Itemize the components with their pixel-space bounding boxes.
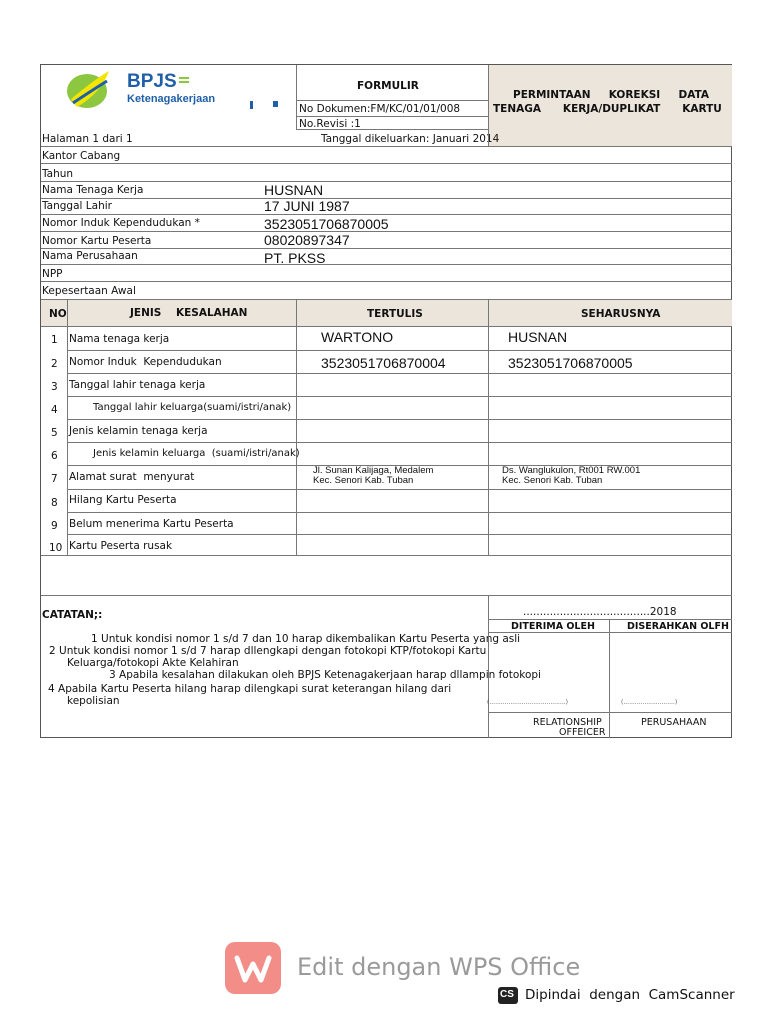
- col-header-no: NO: [49, 308, 67, 320]
- correction-form: [40, 64, 732, 738]
- row-no: 8: [51, 497, 58, 509]
- note-item: 1 Untuk kondisi nomor 1 s/d 7 dan 10 harap dikembalikan Kartu Peserta yang asli: [91, 633, 521, 645]
- row-jenis: Tanggal lahir tenaga kerja: [69, 379, 206, 391]
- col-header-tertulis: TERTULIS: [367, 308, 423, 320]
- signature-date: ......................................2018: [523, 606, 677, 618]
- field-label-tahun: Tahun: [42, 168, 74, 180]
- bpjs-logo: [65, 69, 265, 113]
- row-jenis: Nomor Induk Kependudukan: [69, 356, 222, 368]
- field-label-kantor: Kantor Cabang: [42, 150, 121, 162]
- row-tertulis: WARTONO: [321, 329, 394, 345]
- row-no: 2: [51, 358, 58, 370]
- note-item: 3 Apabila kesalahan dilakukan oleh BPJS Ketenagakerjaan harap dllampin fotokopi: [109, 669, 541, 681]
- row-no: 4: [51, 404, 58, 416]
- note-item: 4 Apabila Kartu Peserta hilang harap dilengkapi surat keterangan hilang dari: [48, 683, 452, 695]
- field-value-tgl-lahir: 17 JUNI 1987: [264, 198, 350, 214]
- col-header-seharusnya: SEHARUSNYA: [581, 308, 661, 320]
- wps-w-icon: [225, 942, 281, 994]
- field-label-kepesertaan: Kepesertaan Awal: [42, 285, 136, 297]
- row-seharusnya-line1: Ds. Wanglukulon, Rt001 RW.001: [502, 465, 641, 476]
- row-jenis: Alamat surat menyurat: [69, 471, 195, 483]
- row-tertulis-line1: Jl. Sunan Kalijaga, Medalem: [313, 465, 434, 476]
- row-tertulis: 3523051706870004: [321, 355, 446, 371]
- camscanner-badge-text: CS: [500, 989, 514, 1000]
- row-tertulis-line2: Kec. Senori Kab. Tuban: [313, 475, 414, 486]
- row-no: 1: [51, 334, 58, 346]
- row-no: 7: [51, 473, 58, 485]
- field-label-nik: Nomor Induk Kependudukan *: [42, 217, 200, 229]
- role-left-line1: RELATIONSHIP: [533, 717, 602, 728]
- row-jenis: Tanggal lahir keluarga(suami/istri/anak): [93, 402, 292, 413]
- row-no: 3: [51, 381, 58, 393]
- row-no: 9: [51, 520, 58, 532]
- wps-logo-icon: [225, 942, 281, 994]
- logo-mark: [250, 101, 253, 109]
- signature-line-right: (...........................): [621, 699, 678, 706]
- note-item: Keluarga/fotokopi Akte Kelahiran: [67, 657, 239, 669]
- row-jenis: Jenis kelamin tenaga kerja: [69, 425, 208, 437]
- logo-subtitle: Ketenagakerjaan: [127, 93, 216, 105]
- logo-name: BPJS: [127, 71, 177, 92]
- handed-by-label: DISERAHKAN OLFH: [627, 621, 729, 632]
- field-value-nik: 3523051706870005: [264, 216, 389, 232]
- field-value-perusahaan: PT. PKSS: [264, 250, 326, 266]
- page-number: Halaman 1 dari 1: [42, 133, 133, 145]
- field-label-npp: NPP: [42, 268, 63, 280]
- field-label-kartu: Nomor Kartu Peserta: [42, 235, 152, 247]
- row-jenis: Kartu Peserta rusak: [69, 540, 173, 552]
- note-item: 2 Untuk kondisi nomor 1 s/d 7 harap dllengkapi dengan fotokopi KTP/fotokopi Kartu: [49, 645, 487, 657]
- row-seharusnya: HUSNAN: [508, 329, 568, 345]
- wps-watermark-text: Edit dengan WPS Office: [297, 953, 581, 981]
- logo-mark: [273, 101, 278, 107]
- row-no: 10: [49, 542, 63, 554]
- field-label-nama: Nama Tenaga Kerja: [42, 184, 144, 196]
- logo-mark: [179, 81, 189, 83]
- notes-title: CATATAN;:: [42, 609, 103, 621]
- form-title-line2: TENAGA KERJA/DUPLIKAT KARTU: [493, 103, 722, 115]
- row-jenis: Belum menerima Kartu Peserta: [69, 518, 234, 530]
- camscanner-watermark-text: Dipindai dengan CamScanner: [525, 987, 735, 1003]
- doc-number: No Dokumen:FM/KC/01/01/008: [299, 103, 461, 115]
- received-by-label: DITERIMA OLEH: [511, 621, 595, 632]
- row-jenis: Hilang Kartu Peserta: [69, 494, 177, 506]
- row-jenis: Jenis kelamin keluarga (suami/istri/anak): [93, 448, 300, 459]
- revision: No.Revisi :1: [299, 118, 361, 130]
- signature-line-left: (........................................): [487, 699, 568, 706]
- role-right: PERUSAHAAN: [641, 717, 707, 728]
- col-header-jenis: JENIS KESALAHAN: [130, 307, 248, 319]
- note-item: kepolisian: [67, 695, 120, 707]
- row-jenis: Nama tenaga kerja: [69, 333, 170, 345]
- field-value-kartu: 08020897347: [264, 232, 350, 248]
- row-seharusnya-line2: Kec. Senori Kab. Tuban: [502, 475, 603, 486]
- role-left-line2: OFFEICER: [559, 727, 606, 738]
- form-label: FORMULIR: [357, 80, 419, 92]
- field-value-nama: HUSNAN: [264, 182, 324, 198]
- field-label-tgl-lahir: Tanggal Lahir: [42, 200, 112, 212]
- logo-mark: [179, 77, 189, 79]
- row-seharusnya: 3523051706870005: [508, 355, 633, 371]
- bpjs-logo-icon: [65, 69, 135, 113]
- row-no: 6: [51, 450, 58, 462]
- issued-date: Tanggal dikeluarkan: Januari 2014: [321, 133, 500, 145]
- form-title-line1: PERMINTAAN KOREKSI DATA: [513, 89, 709, 101]
- field-label-perusahaan: Nama Perusahaan: [42, 250, 138, 262]
- row-no: 5: [51, 427, 58, 439]
- camscanner-badge-icon: [498, 987, 518, 1004]
